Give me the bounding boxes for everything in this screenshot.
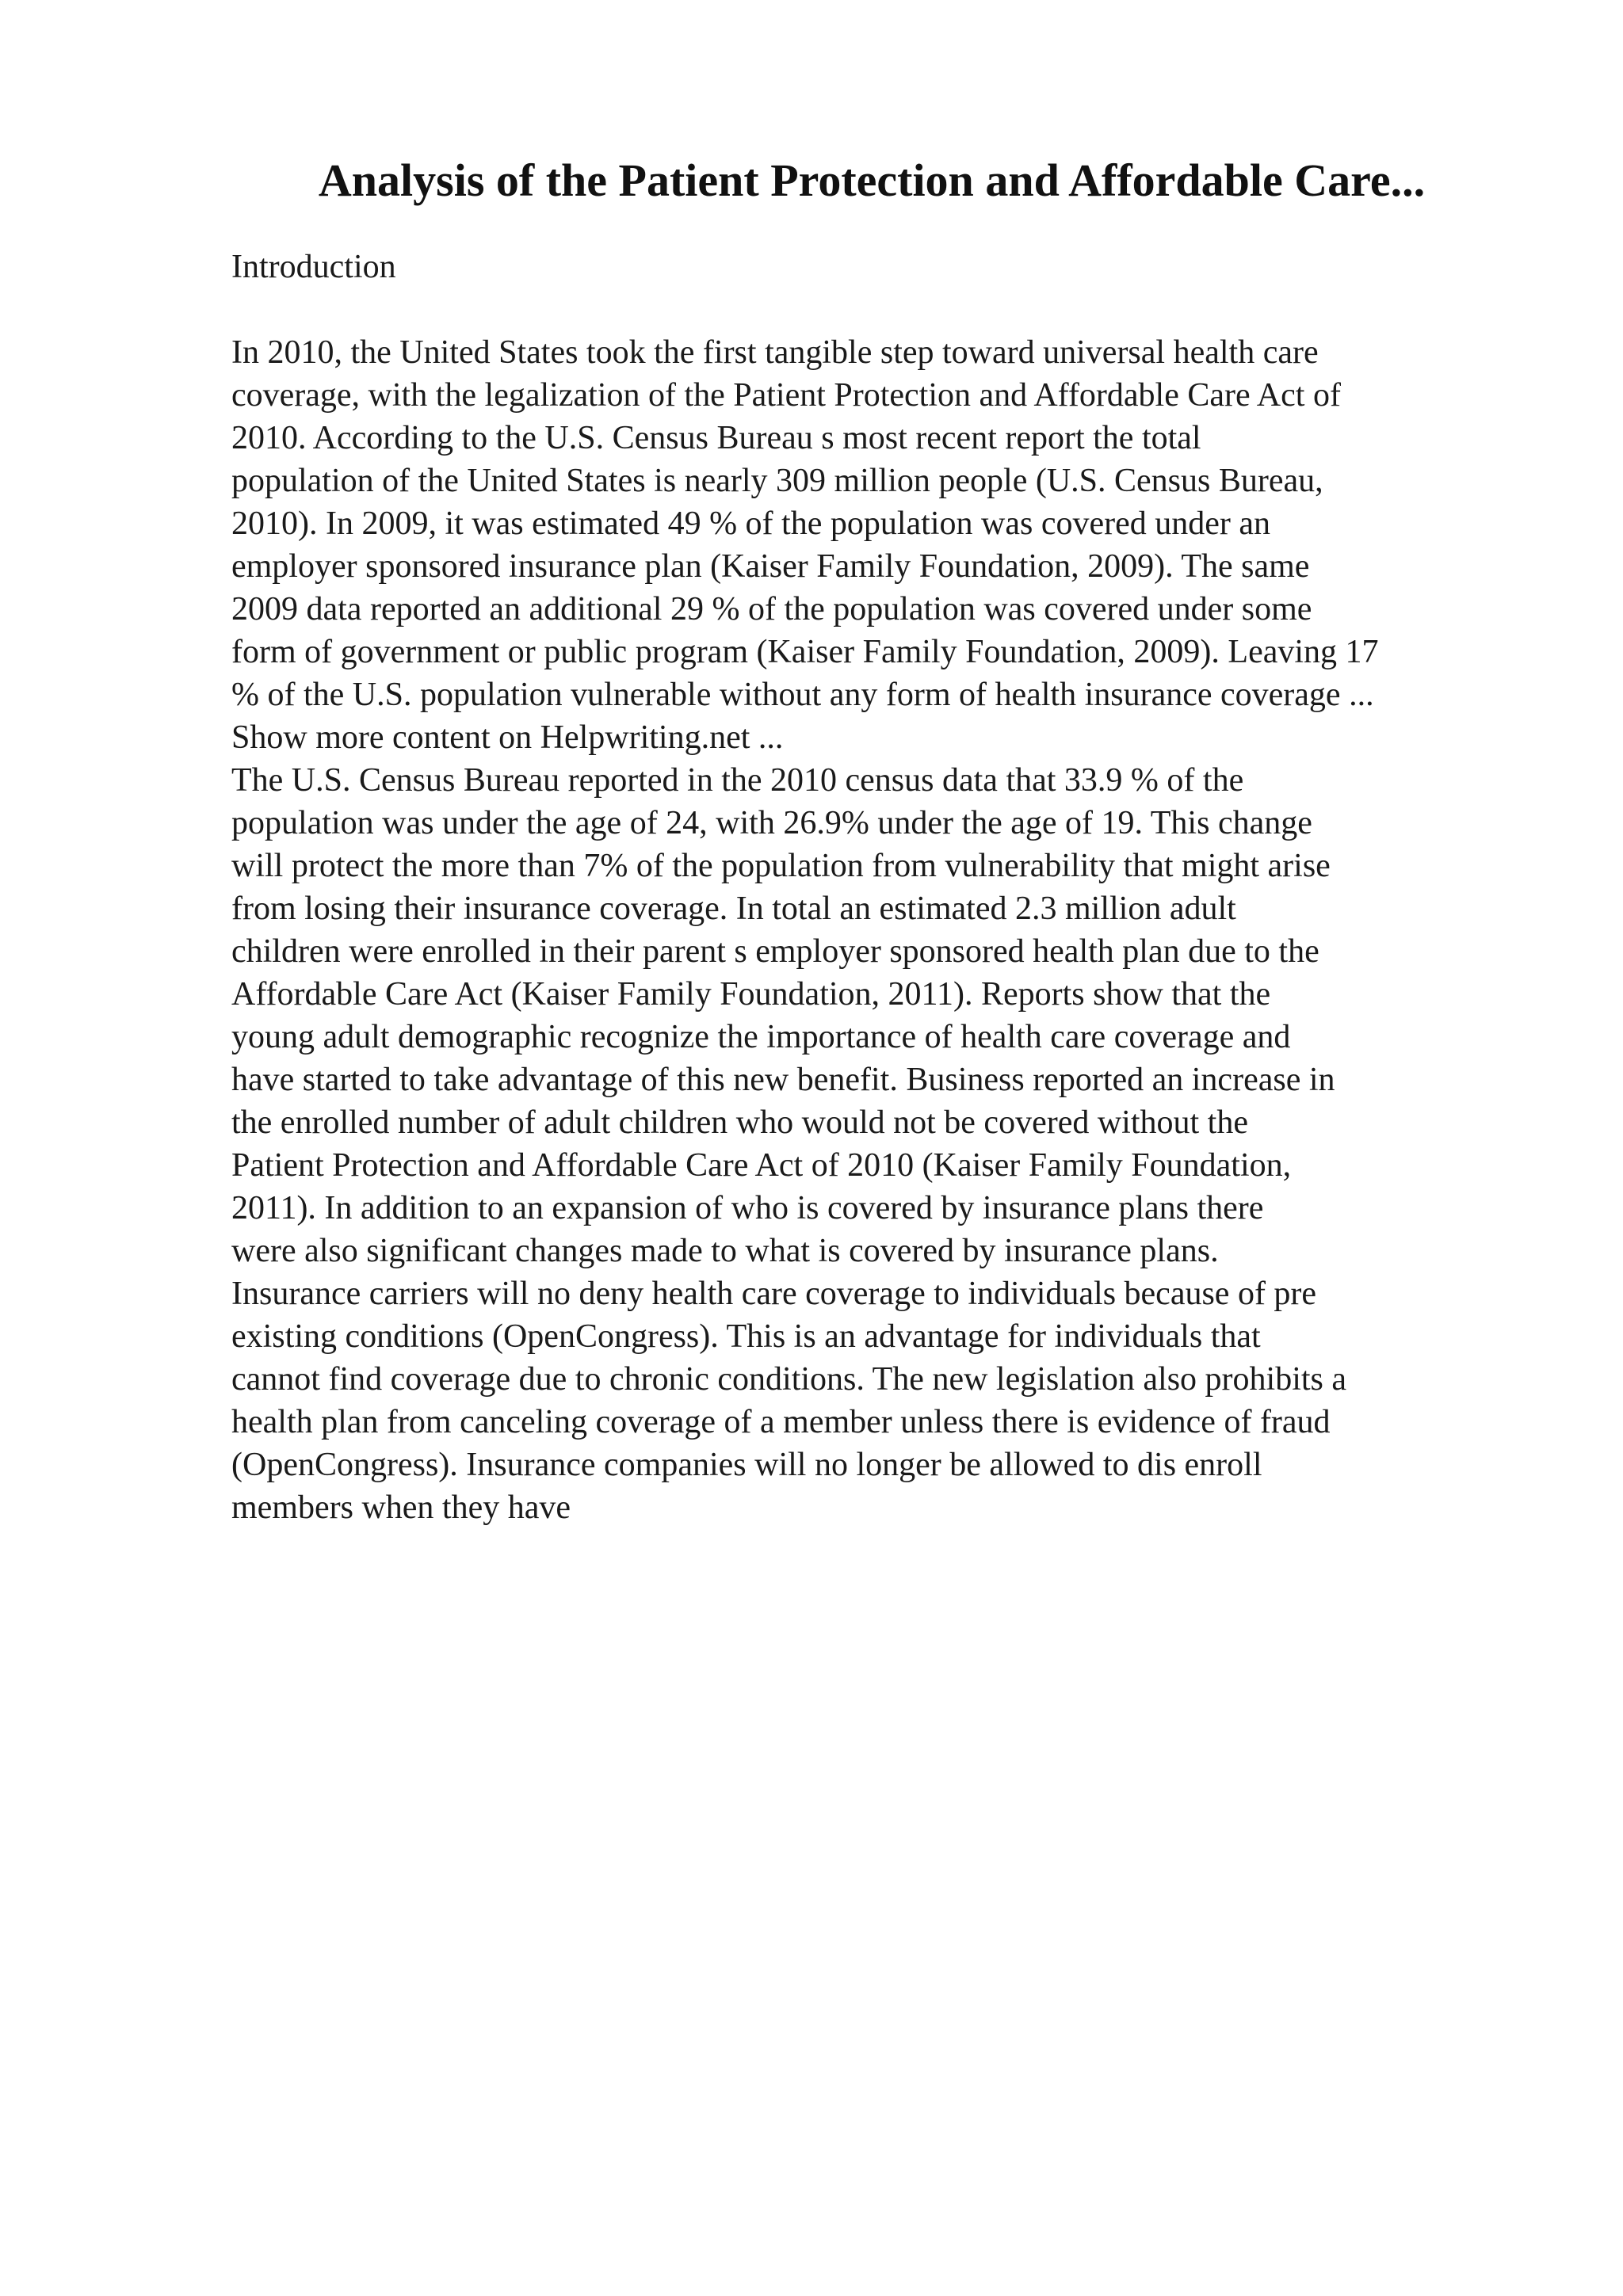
paragraph-1: [231, 331, 1531, 759]
text-line: will protect the more than 7% of the population from vulnerability that might arise: [231, 848, 1331, 884]
text-line: (OpenCongress). Insurance companies will no longer be allowed to dis enroll: [231, 1447, 1262, 1483]
text-line: Insurance carriers will no deny health care coverage to individuals because of pre: [231, 1276, 1317, 1312]
text-line: existing conditions (OpenCongress). This is an advantage for individuals that: [231, 1318, 1261, 1355]
text-line: coverage, with the legalization of the Patient Protection and Affordable Care Act of: [231, 377, 1341, 414]
paragraph-2: [231, 759, 1531, 1529]
text-line: employer sponsored insurance plan (Kaiser Family Foundation, 2009). The same: [231, 548, 1310, 585]
text-line: were also significant changes made to what is covered by insurance plans.: [231, 1233, 1219, 1269]
text-line: The U.S. Census Bureau reported in the 2010 census data that 33.9 % of the: [231, 762, 1244, 799]
show-more-line: Show more content on Helpwriting.net ...: [231, 719, 784, 756]
section-heading: Introduction: [231, 249, 396, 285]
text-line: 2010. According to the U.S. Census Bureau s most recent report the total: [231, 420, 1201, 456]
text-line: young adult demographic recognize the importance of health care coverage and: [231, 1019, 1291, 1055]
text-line: % of the U.S. population vulnerable without any form of health insurance coverage ...: [231, 677, 1374, 713]
text-line: children were enrolled in their parent s employer sponsored health plan due to the: [231, 933, 1319, 970]
text-line: health plan from canceling coverage of a member unless there is evidence of fraud: [231, 1404, 1331, 1440]
text-line: 2009 data reported an additional 29 % of the population was covered under some: [231, 591, 1312, 627]
text-line: In 2010, the United States took the first tangible step toward universal health care: [231, 334, 1319, 371]
document-title: Analysis of the Patient Protection and Affordable Care...: [318, 154, 1426, 206]
document-body: [231, 246, 1531, 1529]
text-line: 2011). In addition to an expansion of who is covered by insurance plans there: [231, 1190, 1264, 1226]
text-line: the enrolled number of adult children who would not be covered without the: [231, 1104, 1248, 1141]
text-line: Affordable Care Act (Kaiser Family Foundation, 2011). Reports show that the: [231, 976, 1271, 1013]
text-line: cannot find coverage due to chronic conditions. The new legislation also prohibits a: [231, 1361, 1347, 1398]
text-line: 2010). In 2009, it was estimated 49 % of the population was covered under an: [231, 505, 1271, 542]
paragraph-spacer: [231, 288, 1531, 331]
text-line: population was under the age of 24, with 26.9% under the age of 19. This change: [231, 805, 1312, 841]
text-line: form of government or public program (Kaiser Family Foundation, 2009). Leaving 17: [231, 634, 1379, 670]
text-line: Patient Protection and Affordable Care Act of 2010 (Kaiser Family Foundation,: [231, 1147, 1292, 1184]
text-line: members when they have: [231, 1489, 571, 1526]
text-line: population of the United States is nearly 309 million people (U.S. Census Bureau,: [231, 463, 1323, 499]
text-line: have started to take advantage of this new benefit. Business reported an increase in: [231, 1062, 1335, 1098]
text-line: from losing their insurance coverage. In total an estimated 2.3 million adult: [231, 891, 1236, 927]
